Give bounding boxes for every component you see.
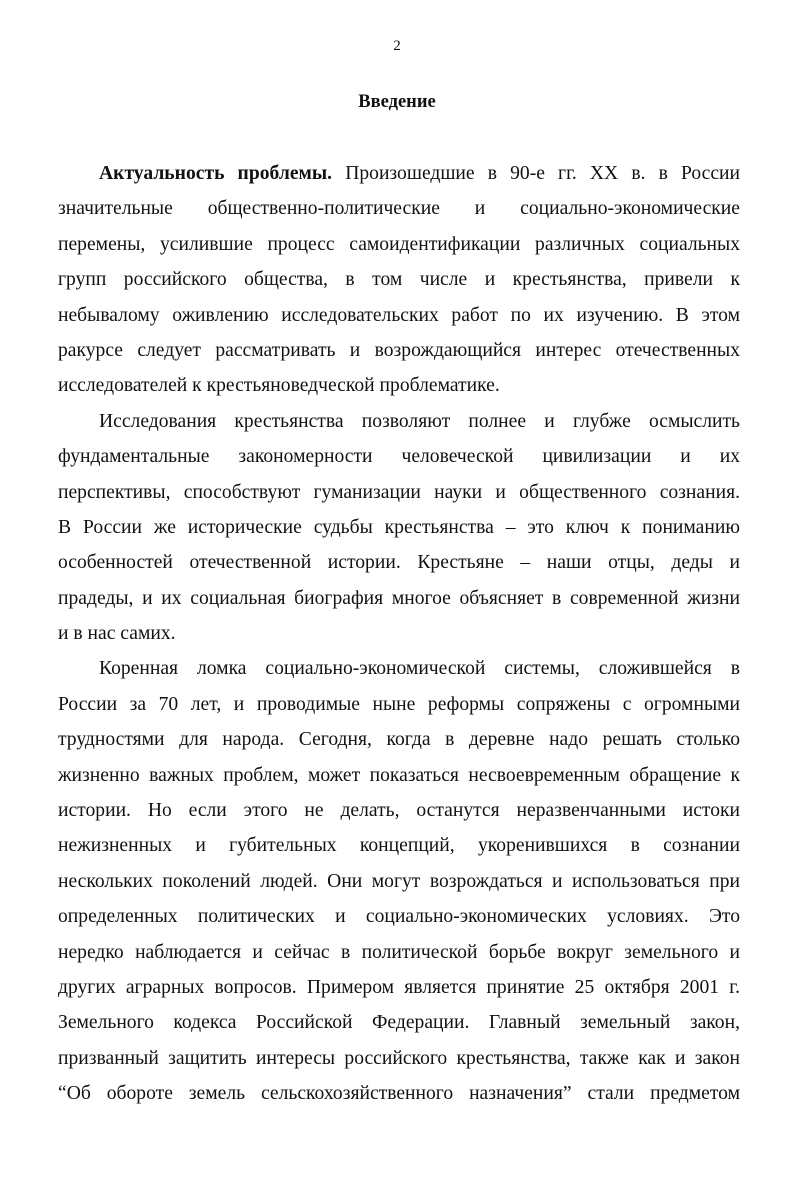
text-line: перемены, усилившие процесс самоидентификации различных социальных: [58, 233, 740, 255]
section-lead: Актуальность проблемы.: [99, 163, 333, 184]
text-line: прадеды, и их социальная биография многое объясняет в современной жизни: [58, 587, 740, 609]
text-line: призванный защитить интересы российского крестьянства, также как и закон: [58, 1047, 740, 1069]
text-line: нежизненных и губительных концепций, укоренившихся в сознании: [58, 835, 740, 857]
section-title: Введение: [358, 92, 436, 112]
text-line: [58, 156, 740, 191]
text-line: нескольких поколений людей. Они могут возрождаться и использоваться при: [58, 870, 740, 892]
text-line: других аграрных вопросов. Примером является принятие 25 октября 2001 г.: [58, 976, 740, 998]
text-line: жизненно важных проблем, может показаться несвоевременным обращение к: [58, 764, 740, 786]
text-line: “Об обороте земель сельскохозяйственного назначения” стали предметом: [58, 1083, 740, 1105]
text-line: значительные общественно-политические и социально-экономические: [58, 198, 740, 220]
text-line: ракурсе следует рассматривать и возрождающийся интерес отечественных: [58, 339, 740, 361]
text-line: фундаментальные закономерности человеческой цивилизации и их: [58, 446, 740, 468]
page-number: 2: [393, 38, 401, 54]
text-line: трудностями для народа. Сегодня, когда в деревне надо решать столько: [58, 729, 740, 751]
text-line: истории. Но если этого не делать, останутся неразвенчанными истоки: [58, 800, 740, 822]
text-line: групп российского общества, в том числе и крестьянства, привели к: [58, 269, 740, 291]
text-line: особенностей отечественной истории. Крестьяне – наши отцы, деды и: [58, 552, 740, 574]
text-line: В России же исторические судьбы крестьянства – это ключ к пониманию: [58, 516, 740, 538]
text-line: исследователей к крестьяноведческой проблематике.: [58, 375, 500, 397]
text-line: перспективы, способствуют гуманизации науки и общественного сознания.: [58, 481, 740, 503]
text-line: Земельного кодекса Российской Федерации. Главный земельный закон,: [58, 1012, 740, 1034]
text-line: небывалому оживлению исследовательских работ по их изучению. В этом: [58, 304, 740, 326]
text-line: России за 70 лет, и проводимые ныне реформы сопряжены с огромными: [58, 693, 740, 715]
text-line: Исследования крестьянства позволяют полнее и глубже осмыслить: [99, 410, 740, 432]
text-line: определенных политических и социально-экономических условиях. Это: [58, 906, 740, 928]
text-line: Коренная ломка социально-экономической системы, сложившейся в: [99, 658, 740, 680]
text-line: нередко наблюдается и сейчас в политической борьбе вокруг земельного и: [58, 941, 740, 963]
text-line-content: Произошедшие в 90-е гг. XX в. в России: [345, 163, 741, 184]
text-line: и в нас самих.: [58, 623, 176, 645]
document-body: [58, 156, 740, 1112]
